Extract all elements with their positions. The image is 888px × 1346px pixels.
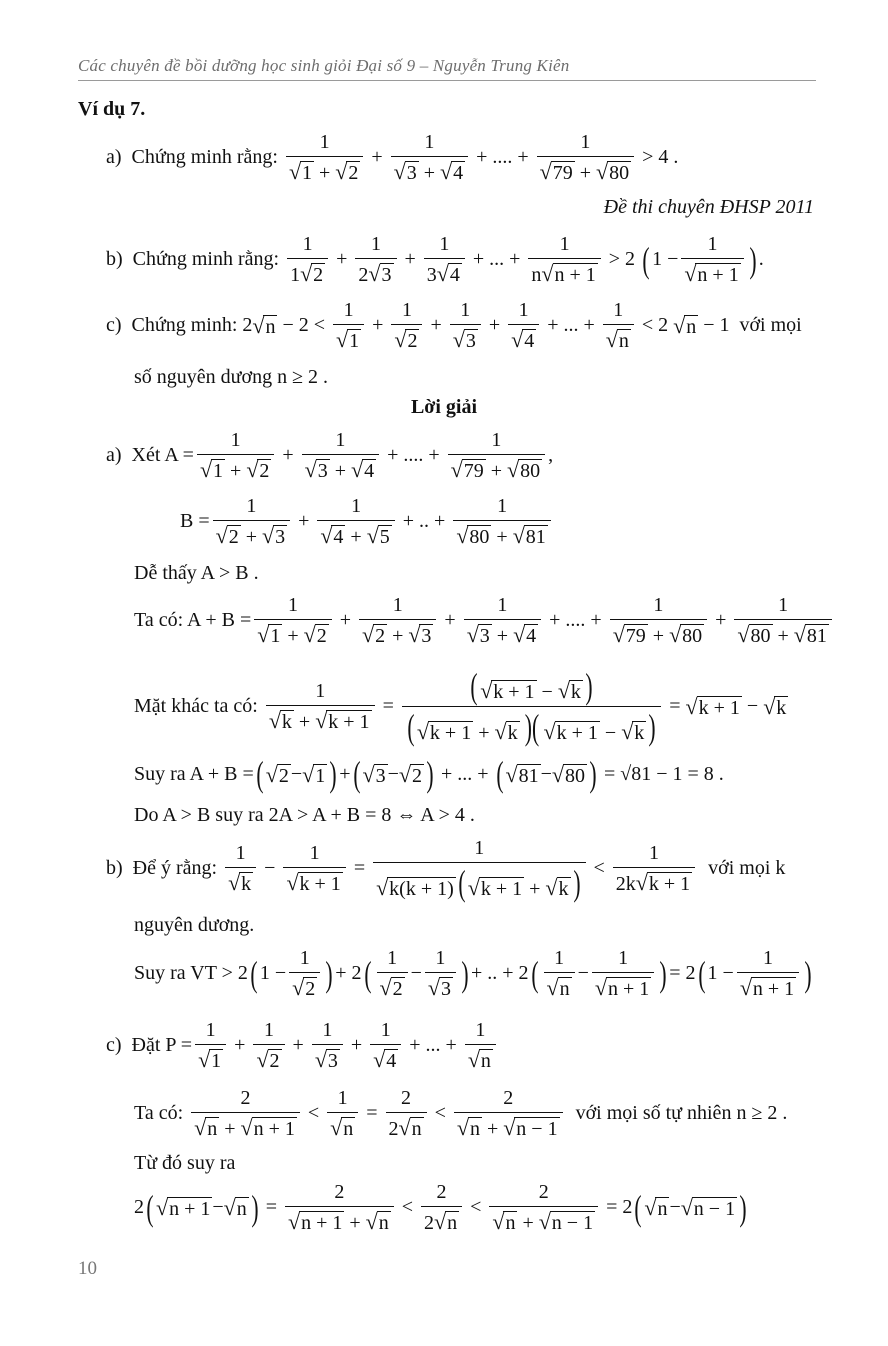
solution-a-hence-tail: = √81 − 1 = 8 .: [603, 762, 724, 785]
solution-c-we-have: Ta có:: [134, 1102, 184, 1124]
problem-a-tail: > 4 .: [642, 146, 679, 168]
solution-a-telescoping: Suy ra A + B = ( √ 2 − √ 1 ) + ( √ 3 − √ 2 ) + ... + ( √ 81 − √ 80 ) = √81 − 1 = 8 .: [134, 754, 724, 794]
problem-b-label: b): [106, 248, 123, 270]
solution-c-chain: 2 ( √ n + 1 − √ n ) = 2 √ n + 1 + √ n < 2 2 √ n < 2 √ n + √ n − 1 = 2 ( √ n − √ n − 1 ): [134, 1181, 747, 1234]
problem-b: [106, 232, 764, 287]
problem-c: [106, 298, 802, 353]
solution-c-label: c): [106, 1034, 122, 1056]
solution-a-let: Xét A =: [131, 444, 194, 466]
problem-c-continuation: số nguyên dương n ≥ 2 .: [134, 366, 329, 388]
solution-b-sum: Suy ra VT > 2 ( 1 − 1 √ 2 ) + 2 ( 1 √ 2 − 1 √ 3 ) + .. + 2 ( 1 √ n − 1 √ n + 1 ) = 2 ( 1 − 1 √ n + 1 ): [134, 947, 812, 1000]
problem-a: [106, 130, 678, 185]
problem-a-lead: Chứng minh rằng:: [131, 146, 278, 168]
solution-b-hence: Suy ra VT > 2: [134, 962, 248, 984]
solution-a-label: a): [106, 444, 122, 466]
solution-b-tail: với mọi k: [708, 857, 786, 879]
solution-c-from: Từ đó suy ra: [134, 1152, 236, 1174]
running-header: Các chuyên đề bồi dưỡng học sinh giỏi Đại số 9 – Nguyễn Trung Kiên: [78, 56, 570, 75]
solution-b-continuation: nguyên dương.: [134, 914, 255, 936]
solution-c-let: Đặt P =: [131, 1034, 193, 1056]
solution-a-def-a: a) Xét A = 1 √ 1 + √ 2 + 1 √ 3 + √ 4 + .... + 1 √ 79 + √ 80 ,: [106, 429, 554, 482]
problem-a-expression: 1 √ 1 + √ 2 + 1 √ 3 + √ 4 + .... + 1 √ 79 + √ 80 > 4 .: [283, 130, 678, 185]
problem-a-label: a): [106, 146, 122, 168]
example-title: Ví dụ 7.: [78, 98, 146, 120]
solution-a-def-b: B = 1 √ 2 + √ 3 + 1 √ 4 + √ 5 + .. + 1 √ 80 + √ 81: [180, 494, 554, 549]
solution-b-label: b): [106, 857, 123, 879]
page-number: 10: [78, 1258, 97, 1279]
problem-b-lead: Chứng minh rằng:: [132, 248, 280, 270]
problem-c-tail: với mọi: [739, 314, 802, 336]
solution-c-tail: với mọi số tự nhiên n ≥ 2 .: [575, 1102, 788, 1124]
source-note: Đề thi chuyên ĐHSP 2011: [603, 196, 814, 218]
solution-a-identity: Mặt khác ta có: 1 √ k + √ k + 1 = ( √ k + 1 − √ k ) ( √ k + 1 + √ k )( √ k + 1 − √ k ) = √ k + 1 − √ k: [134, 666, 787, 747]
problem-b-expression: 1 1 √ 2 + 1 2 √ 3 + 1 3 √ 4 + ... + 1 n √ n + 1 > 2 ( 1 − 1 √ n + 1 ) .: [284, 232, 764, 287]
solution-a-other-hand: Mặt khác ta có:: [134, 695, 258, 717]
solution-a-easy: Dễ thấy A > B .: [134, 562, 259, 584]
solution-heading: Lời giải: [410, 396, 478, 418]
solution-b-note: b) Để ý rằng: 1 √ k − 1 √ k + 1 = 1 √ k(k + 1) ( √ k + 1 + √ k ) < 1 2k √ k + 1 với mọi k: [106, 837, 786, 903]
problem-c-expression: 2 √ n − 2 < 1 √ 1 + 1 √ 2 + 1 √ 3 + 1 √ 4 + ... + 1 √ n < 2 √ n − 1: [242, 299, 730, 352]
solution-a-hence: Suy ra A + B =: [134, 762, 254, 785]
problem-c-lead: Chứng minh:: [131, 314, 238, 336]
solution-a-sum: Ta có: A + B = 1 √ 1 + √ 2 + 1 √ 2 + √ 3 + 1 √ 3 + √ 4 + .... + 1 √ 79 + √ 80 + 1 √ 80 + √ 81: [134, 593, 835, 648]
header-rule: [78, 80, 816, 81]
solution-a-conclusion: Do A > B suy ra 2A > A + B = 8 ⇔ A > 4 .: [134, 804, 475, 826]
solution-c-bound: Ta có: 2 √ n + √ n + 1 < 1 √ n = 2 2 √ n < 2 √ n + √ n − 1 với mọi số tự nhiên n ≥ 2 .: [134, 1087, 788, 1140]
solution-c-def-p: c) Đặt P = 1 √ 1 + 1 √ 2 + 1 √ 3 + 1 √ 4 + ... + 1 √ n: [106, 1018, 499, 1073]
problem-c-label: c): [106, 314, 122, 336]
solution-a-we-have: Ta có: A + B =: [134, 609, 252, 631]
solution-b-note-text: Để ý rằng:: [132, 857, 218, 879]
